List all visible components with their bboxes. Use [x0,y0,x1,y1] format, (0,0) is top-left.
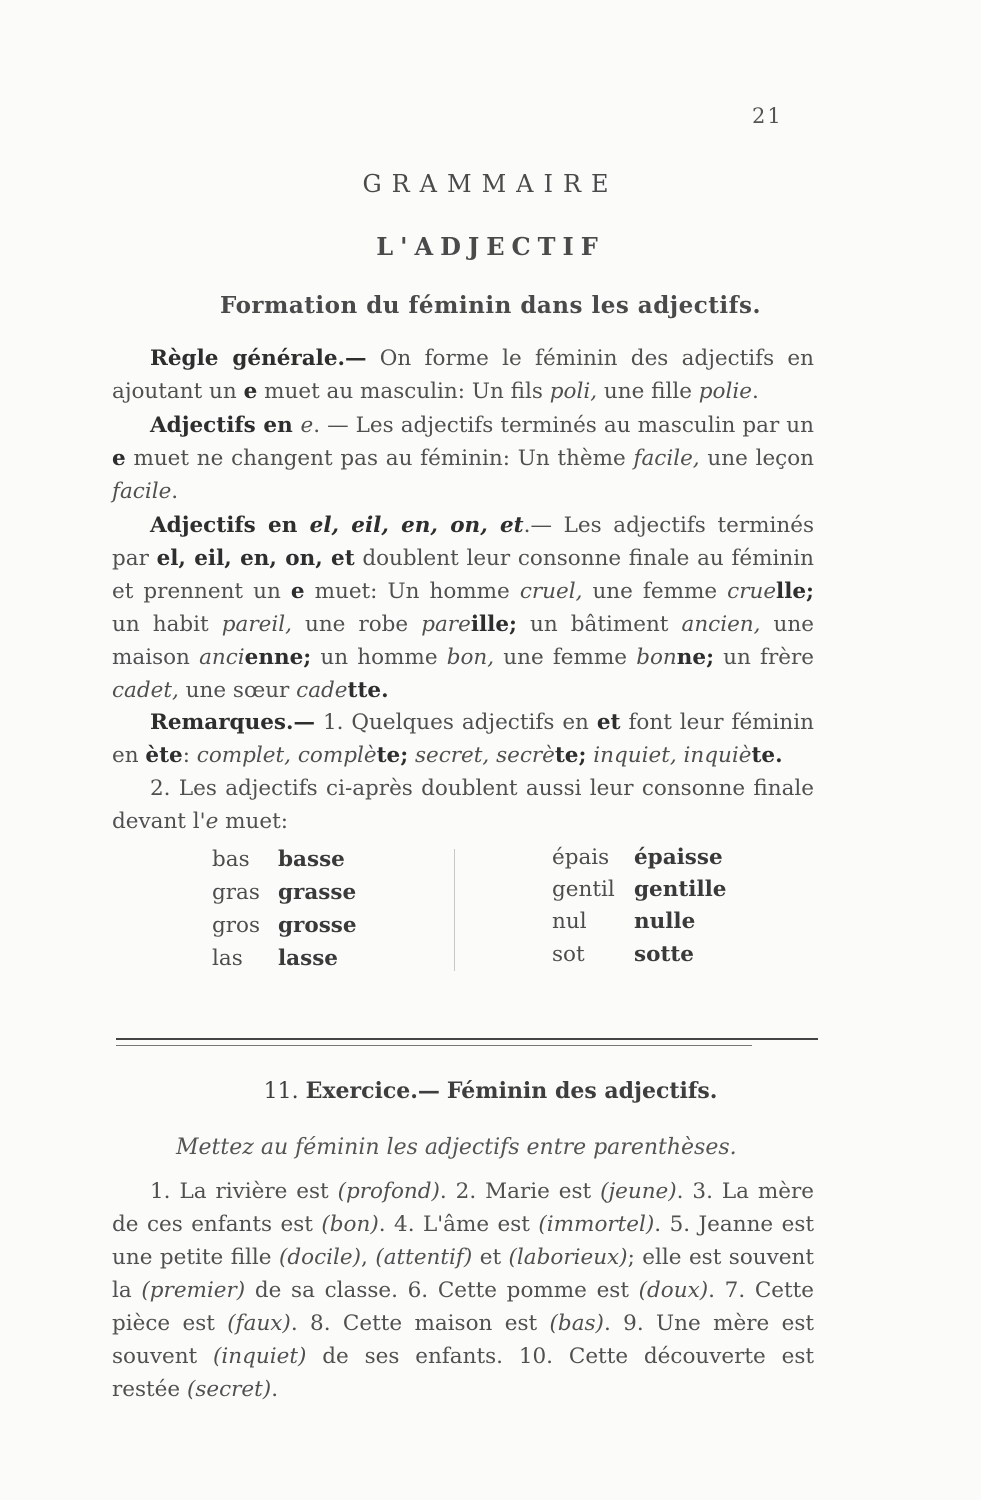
table-row: las lasse [212,946,338,971]
section-rule-thin [116,1045,752,1046]
subtitle: Formation du féminin dans les adjectifs. [220,292,761,319]
rule-general: Règle générale.— On forme le féminin des adjectifs en ajoutant un e muet au masculin: Un fils poli, une fille polie. [112,346,814,404]
table-row: nul nulle [552,909,696,934]
rule-adjectives-e: Adjectifs en e. — Les adjectifs terminés au masculin par un e muet ne changent pas au féminin: Un thème facile, une leçon facile. [112,413,815,504]
rule-heading: Adjectifs en [150,413,301,438]
remark-2: 2. Les adjectifs ci-après doublent aussi leur consonne finale devant l'e muet: [112,776,814,834]
table-divider [454,849,455,971]
section-rule [116,1038,818,1040]
table-row: gros grosse [212,913,357,938]
exercise-title: 11. Exercice.— Féminin des adjectifs. [263,1078,718,1104]
rule-adjectives-el: Adjectifs en el, eil, en, on, et.— Les adjectifs terminés par el, eil, en, on, et doublent leur consonne finale au féminin et prennent un e muet: Un homme cruel, une femme cruelle; un habit pareil, une robe pareille; un bâtiment ancien, une maison ancienne; un homme bon, une femme bonne; un frère cadet, une sœur cadette. [112,513,814,703]
adjective-table [0,843,981,973]
table-row: bas basse [212,847,345,872]
exercise-body: 1. La rivière est (profond). 2. Marie est (jeune). 3. La mère de ces enfants est (bon). 4. L'âme est (immortel). 5. Jeanne est une petite fille (docile), (attentif) et (laborieux); elle est souvent la (premier) de sa classe. 6. Cette pomme est (doux). 7. Cette pièce est (faux). 8. Cette maison est (bas). 9. Une mère est souvent (inquiet) de ses enfants. 10. Cette découverte est restée (secret). [112,1179,815,1402]
table-row: sot sotte [552,942,694,967]
rule-heading: Règle générale.— [150,346,367,371]
table-row: épais épaisse [552,845,723,870]
chapter-title: L'ADJECTIF [376,232,605,261]
rule-heading: Adjectifs en [150,513,310,538]
page-number: 21 [752,104,783,128]
remarks: Remarques.— 1. Quelques adjectifs en et font leur féminin en ète: complet, complète; secret, secrète; inquiet, inquiète. [112,710,814,768]
remarks-heading: Remarques.— [150,710,315,735]
table-row: gras grasse [212,880,357,905]
section-title: GRAMMAIRE [362,170,619,198]
exercise-instruction: Mettez au féminin les adjectifs entre parenthèses. [176,1135,737,1160]
table-row: gentil gentille [552,877,727,902]
